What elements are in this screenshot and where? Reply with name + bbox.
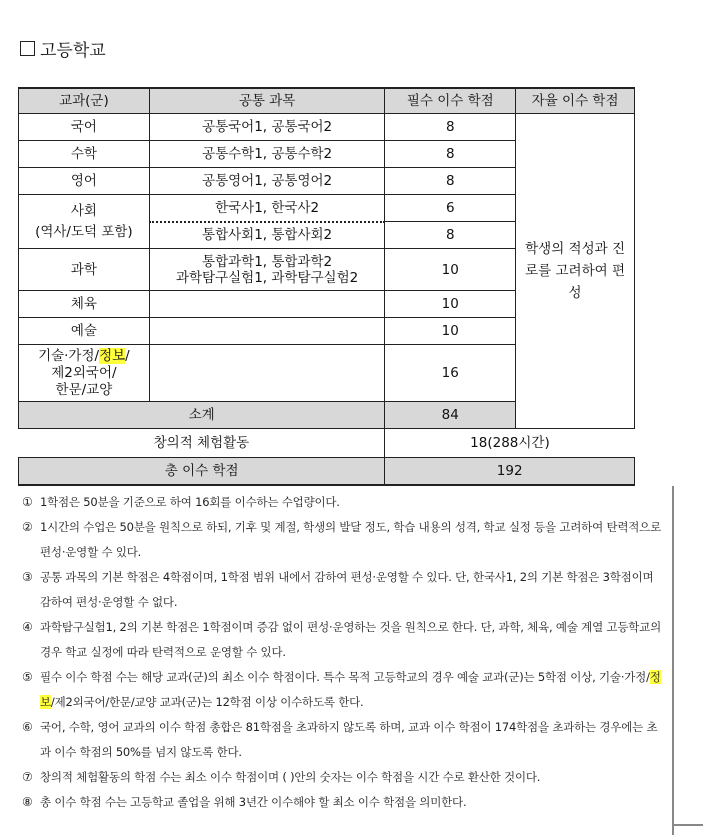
- activity-value: 18(288시간): [385, 429, 635, 458]
- subtotal-required: 84: [385, 402, 516, 429]
- subjects-line: 과학탐구실험1, 과학탐구실험2: [175, 269, 359, 286]
- table-header-row: [19, 88, 635, 114]
- group-line: 사회: [70, 202, 97, 219]
- group-line: (역사/도덕 포함): [35, 223, 133, 240]
- activity-row: [19, 429, 635, 458]
- note-item: ⑧ 총 이수 학점 수는 고등학교 졸업을 위해 3년간 이수해야 할 최소 이수 학점을 의미한다.: [22, 795, 467, 809]
- header-cell: 필수 이수 학점: [385, 88, 516, 114]
- group-cell: [19, 195, 150, 249]
- note-item: ③ 공통 과목의 기본 학점은 4학점이며, 1학점 범위 내에서 감하여 편성·운영할 수 있다. 단, 한국사1, 2의 기본 학점은 3학점이며 감하여 편성·운영할 수 없다.: [22, 570, 654, 609]
- subjects-line: 통합과학1, 통합과학2: [202, 253, 333, 270]
- subjects-cell: 공통영어1, 공통영어2: [149, 168, 385, 195]
- notes-list: [22, 490, 667, 815]
- highlighted-text: 정보: [40, 670, 661, 709]
- total-row: [19, 458, 635, 486]
- section-title-text: 고등학교: [40, 41, 106, 61]
- subjects-cell: [149, 249, 385, 291]
- header-cell: 자율 이수 학점: [516, 88, 635, 114]
- group-line: 기술·가정/정보/: [38, 347, 130, 364]
- note-item: ② 1시간의 수업은 50분을 원칙으로 하되, 기후 및 계절, 학생의 발달 정도, 학습 내용의 성격, 학교 실정 등을 고려하여 탄력적으로 편성·운영할 수 있다.: [22, 520, 661, 559]
- note-item: ④ 과학탐구실험1, 2의 기본 학점은 1학점이며 증감 없이 편성·운영하는 것을 원칙으로 한다. 단, 과학, 체육, 예술 계열 고등학교의 경우 학교 실정에 따라 탄력적으로 운영할 수 있다.: [22, 620, 661, 659]
- checkbox-square-icon: [20, 41, 35, 56]
- note-item: ① 1학점은 50분을 기준으로 하여 16회를 이수하는 수업량이다.: [22, 495, 340, 509]
- subtotal-label: 소계: [19, 402, 385, 429]
- group-cell: 과학: [19, 249, 150, 291]
- credits-cell: 8: [385, 168, 516, 195]
- subjects-cell: 통합사회1, 통합사회2: [149, 222, 385, 249]
- group-cell: 예술: [19, 318, 150, 345]
- note-item: ⑤ 필수 이수 학점 수는 해당 교과(군)의 최소 이수 학점이다. 특수 목적 고등학교의 경우 예술 교과(군)는 5학점 이상, 기술·가정/정보/제2외국어/한문/교양 교과(군)는 12학점 이상 이수하도록 한다.: [22, 670, 661, 709]
- subjects-cell: 한국사1, 한국사2: [149, 195, 385, 222]
- page-edge-line: [672, 486, 674, 835]
- credits-cell: 10: [385, 291, 516, 318]
- group-cell: [19, 345, 150, 402]
- group-cell: 체육: [19, 291, 150, 318]
- highlighted-text: 정보: [99, 347, 126, 364]
- credits-cell: 16: [385, 345, 516, 402]
- subjects-cell: 공통국어1, 공통국어2: [149, 114, 385, 141]
- activity-label: 창의적 체험활동: [19, 429, 385, 458]
- credits-cell: 8: [385, 114, 516, 141]
- elective-text: 학생의 적성과 진로를 고려하여 편성: [525, 241, 626, 301]
- credits-cell: 8: [385, 141, 516, 168]
- group-line: 한문/교양: [55, 381, 113, 398]
- note-item: ⑥ 국어, 수학, 영어 교과의 이수 학점 총합은 81학점을 초과하지 않도록 하며, 교과 이수 학점이 174학점을 초과하는 경우에는 초과 이수 학점의 50%를 넘지 않도록 한다.: [22, 720, 658, 759]
- total-label: 총 이수 학점: [19, 458, 385, 486]
- table-row: [19, 114, 635, 141]
- group-cell: 수학: [19, 141, 150, 168]
- group-cell: 국어: [19, 114, 150, 141]
- credits-cell: 8: [385, 222, 516, 249]
- group-cell: 영어: [19, 168, 150, 195]
- credits-cell: 10: [385, 249, 516, 291]
- note-item: ⑦ 창의적 체험활동의 학점 수는 최소 이수 학점이며 ( )안의 숫자는 이수 학점을 시간 수로 환산한 것이다.: [22, 770, 541, 784]
- header-cell: 교과(군): [19, 88, 150, 114]
- elective-cell: [516, 114, 635, 429]
- subjects-cell: 공통수학1, 공통수학2: [149, 141, 385, 168]
- credits-cell: 6: [385, 195, 516, 222]
- group-line: 제2외국어/: [51, 364, 117, 381]
- subjects-cell: [149, 345, 385, 402]
- total-value: 192: [385, 458, 635, 486]
- subjects-cell: [149, 318, 385, 345]
- credits-cell: 10: [385, 318, 516, 345]
- curriculum-table: [18, 87, 635, 486]
- section-title: [20, 36, 106, 61]
- header-cell: 공통 과목: [149, 88, 385, 114]
- page-edge-line: [672, 824, 703, 826]
- subjects-cell: [149, 291, 385, 318]
